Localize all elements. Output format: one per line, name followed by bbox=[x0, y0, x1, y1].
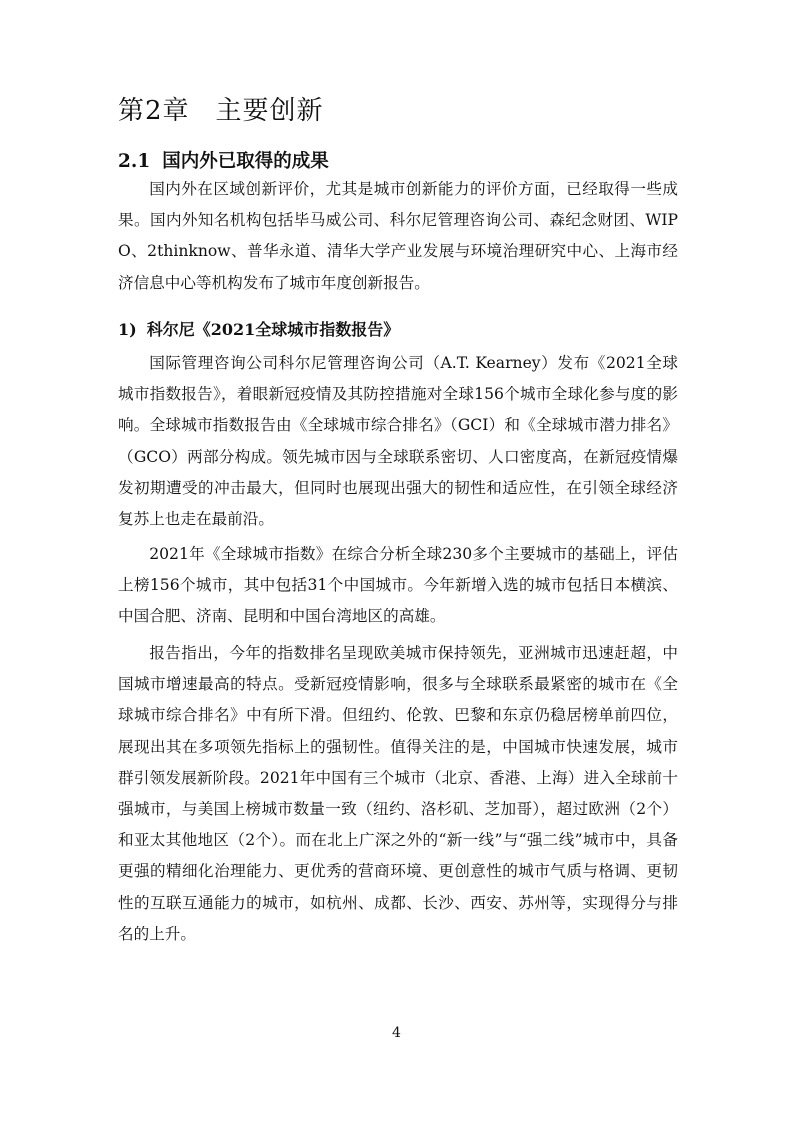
page-number: 4 bbox=[392, 1025, 401, 1041]
subsection-heading bbox=[118, 317, 399, 340]
paragraph-kearney-1: 国际管理咨询公司科尔尼管理咨询公司（A.T. Kearney）发布《2021全球城市指数报告》，着眼新冠疫情及其防控措施对全球156个城市全球化参与度的影响。全球城市指数报告由《全球城市综合排名》（GCI）和《全球城市潜力排名》（GCO）两部分构成。领先城市因与全球联系密切、人口密度高，在新冠疫情爆发初期遭受的冲击最大，但同时也展现出强大的韧性和适应性，在引领全球经济复苏上也走在最前沿。 bbox=[118, 354, 678, 529]
paragraph-kearney-2: 2021年《全球城市指数》在综合分析全球230多个主要城市的基础上，评估上榜156个城市，其中包括31个中国城市。今年新增入选的城市包括日本横滨、中国合肥、济南、昆明和中国台湾地区的高雄。 bbox=[118, 545, 678, 626]
section-number: 2.1 bbox=[118, 151, 151, 172]
subsection-number: 1) bbox=[118, 320, 137, 339]
subsection-title: 科尔尼《2021全球城市指数报告》 bbox=[146, 320, 400, 339]
chapter-number: 第2章 bbox=[118, 96, 190, 126]
chapter-title: 主要创新 bbox=[215, 96, 324, 126]
paragraph-intro: 国内外在区域创新评价，尤其是城市创新能力的评价方面，已经取得一些成果。国内外知名机构包括毕马威公司、科尔尼管理咨询公司、森纪念财团、WIPO、2thinknow、普华永道、清华大学产业发展与环境治理研究中心、上海市经济信息中心等机构发布了城市年度创新报告。 bbox=[118, 180, 678, 292]
section-title: 国内外已取得的成果 bbox=[162, 151, 329, 172]
section-heading bbox=[118, 147, 329, 173]
chapter-heading bbox=[118, 90, 324, 127]
paragraph-kearney-3: 报告指出，今年的指数排名呈现欧美城市保持领先，亚洲城市迅速赶超，中国城市增速最高的特点。受新冠疫情影响，很多与全球联系最紧密的城市在《全球城市综合排名》中有所下滑。但纽约、伦敦、巴黎和东京仍稳居榜单前四位，展现出其在多项领先指标上的强韧性。值得关注的是，中国城市快速发展，城市群引领发展新阶段。2021年中国有三个城市（北京、香港、上海）进入全球前十强城市，与美国上榜城市数量一致（纽约、洛杉矶、芝加哥），超过欧洲（2个）和亚太其他地区（2个）。而在北上广深之外的“新一线”与“强二线”城市中，具备更强的精细化治理能力、更优秀的营商环境、更创意性的城市气质与格调、更韧性的互联互通能力的城市，如杭州、成都、长沙、西安、苏州等，实现得分与排名的上升。 bbox=[118, 644, 678, 943]
